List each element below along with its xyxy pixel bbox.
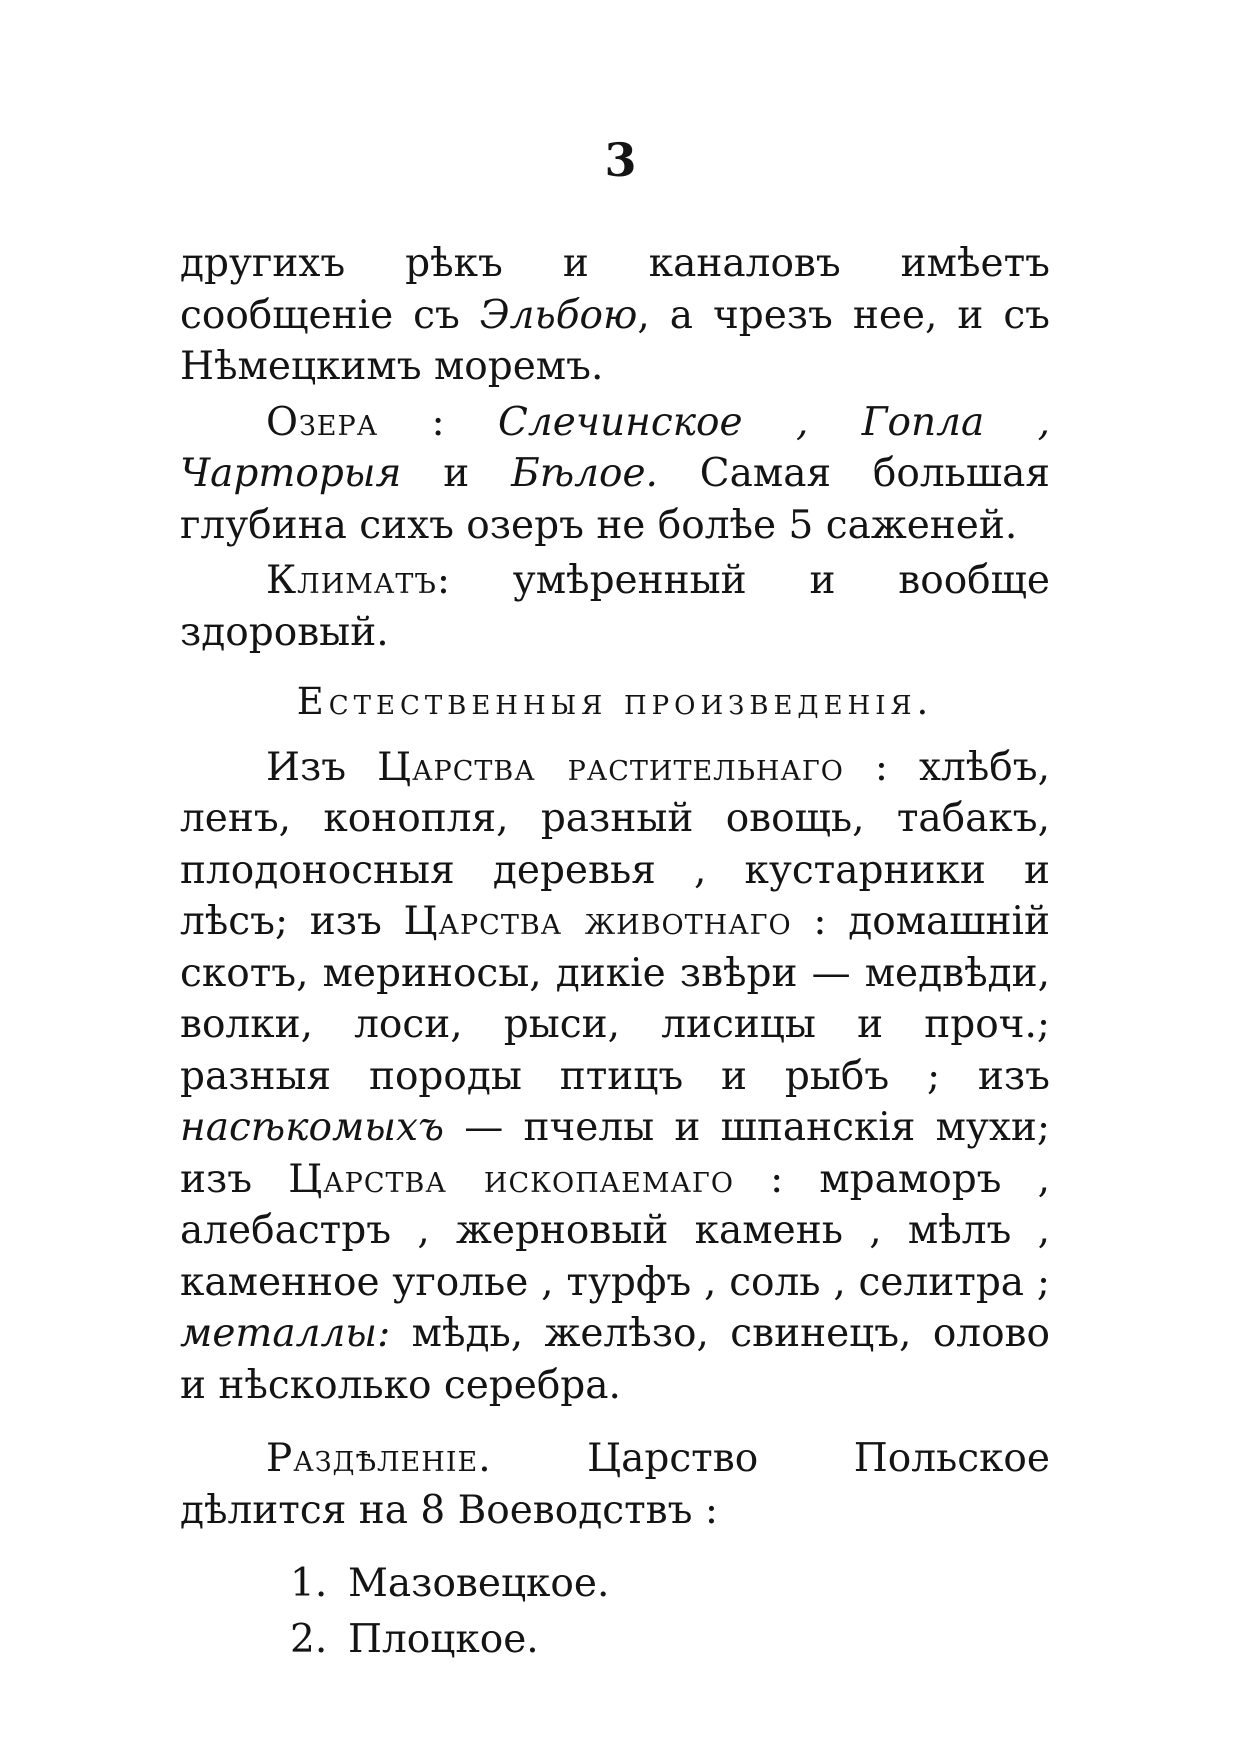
- lake-names: Слечинское , Гопла , Чарторыя: [180, 399, 1051, 496]
- natural-products-text-6: мѣдь, желѣзо, свинецъ, олово и нѣсколько серебра.: [180, 1311, 1050, 1408]
- list-item-number: 1.: [290, 1561, 328, 1606]
- natural-products-text-1: Изъ: [266, 744, 378, 790]
- natural-products-text-5: : мраморъ , алебастръ , жерновый камень , мѣлъ , каменное уголье , турфъ , соль , селитра ;: [180, 1156, 1050, 1305]
- section-heading-natural-products: Естественныя произведенія.: [296, 680, 934, 723]
- lake-name-last: Бѣлое.: [511, 451, 658, 496]
- lakes-separator: :: [378, 399, 499, 445]
- paragraph-climate: [180, 555, 1050, 658]
- list-item-name: Плоцкое.: [348, 1617, 539, 1662]
- paragraph-rivers: [180, 238, 1050, 393]
- natural-products-text-4: — пчелы и шпанскія мухи; изъ: [180, 1105, 1050, 1202]
- insects-label: насѣкомыхъ: [180, 1105, 445, 1150]
- lakes-conjunction: и: [401, 451, 512, 496]
- page-number: 3: [604, 133, 637, 187]
- list-item: [180, 1556, 1050, 1612]
- list-item-number: 2.: [290, 1617, 328, 1662]
- paragraph-rivers-text: другихъ рѣкъ и каналовъ имѣетъ сообщеніе съ: [180, 241, 1050, 338]
- body-text: [180, 238, 1050, 1668]
- natural-products-text-2: : хлѣбъ, ленъ, конопля, разный овощь, табакъ, плодоносныя деревья , кустарники и лѣсъ; изъ: [180, 744, 1050, 944]
- division-label: Раздѣленіе.: [266, 1436, 492, 1481]
- lakes-text: Самая большая глубина сихъ озеръ не болѣе 5 саженей.: [180, 451, 1050, 548]
- kingdom-animal-label: Царства животнаго: [403, 899, 792, 944]
- voivodeship-list: [180, 1556, 1050, 1668]
- kingdom-mineral-label: Царства ископаемаго: [288, 1156, 734, 1202]
- paragraph-rivers-tail: , а чрезъ нее, и съ Нѣмецкимъ моремъ.: [180, 292, 1050, 389]
- natural-products-text-3: : домашній скотъ, мериносы, дикіе звѣри — медвѣди, волки, лоси, рыси, лисицы и проч.; разныя породы птицъ и рыбъ ; изъ: [180, 899, 1050, 1099]
- list-item-name: Мазовецкое.: [348, 1561, 610, 1606]
- kingdom-plant-label: Царства растительнаго: [377, 744, 844, 790]
- elbe-name: Эльбою: [479, 292, 638, 338]
- climate-text: : умѣренный и вообще здоровый.: [180, 558, 1050, 655]
- division-text: Царство Польское дѣлится на 8 Воеводствъ :: [180, 1436, 1050, 1533]
- paragraph-natural-products: [180, 742, 1050, 1412]
- climate-label: Климатъ: [266, 558, 437, 603]
- paragraph-lakes: [180, 397, 1050, 552]
- lakes-label: Озера: [266, 399, 379, 445]
- metals-label: металлы:: [180, 1311, 391, 1356]
- paragraph-division: [180, 1433, 1050, 1536]
- list-item: [180, 1612, 1050, 1668]
